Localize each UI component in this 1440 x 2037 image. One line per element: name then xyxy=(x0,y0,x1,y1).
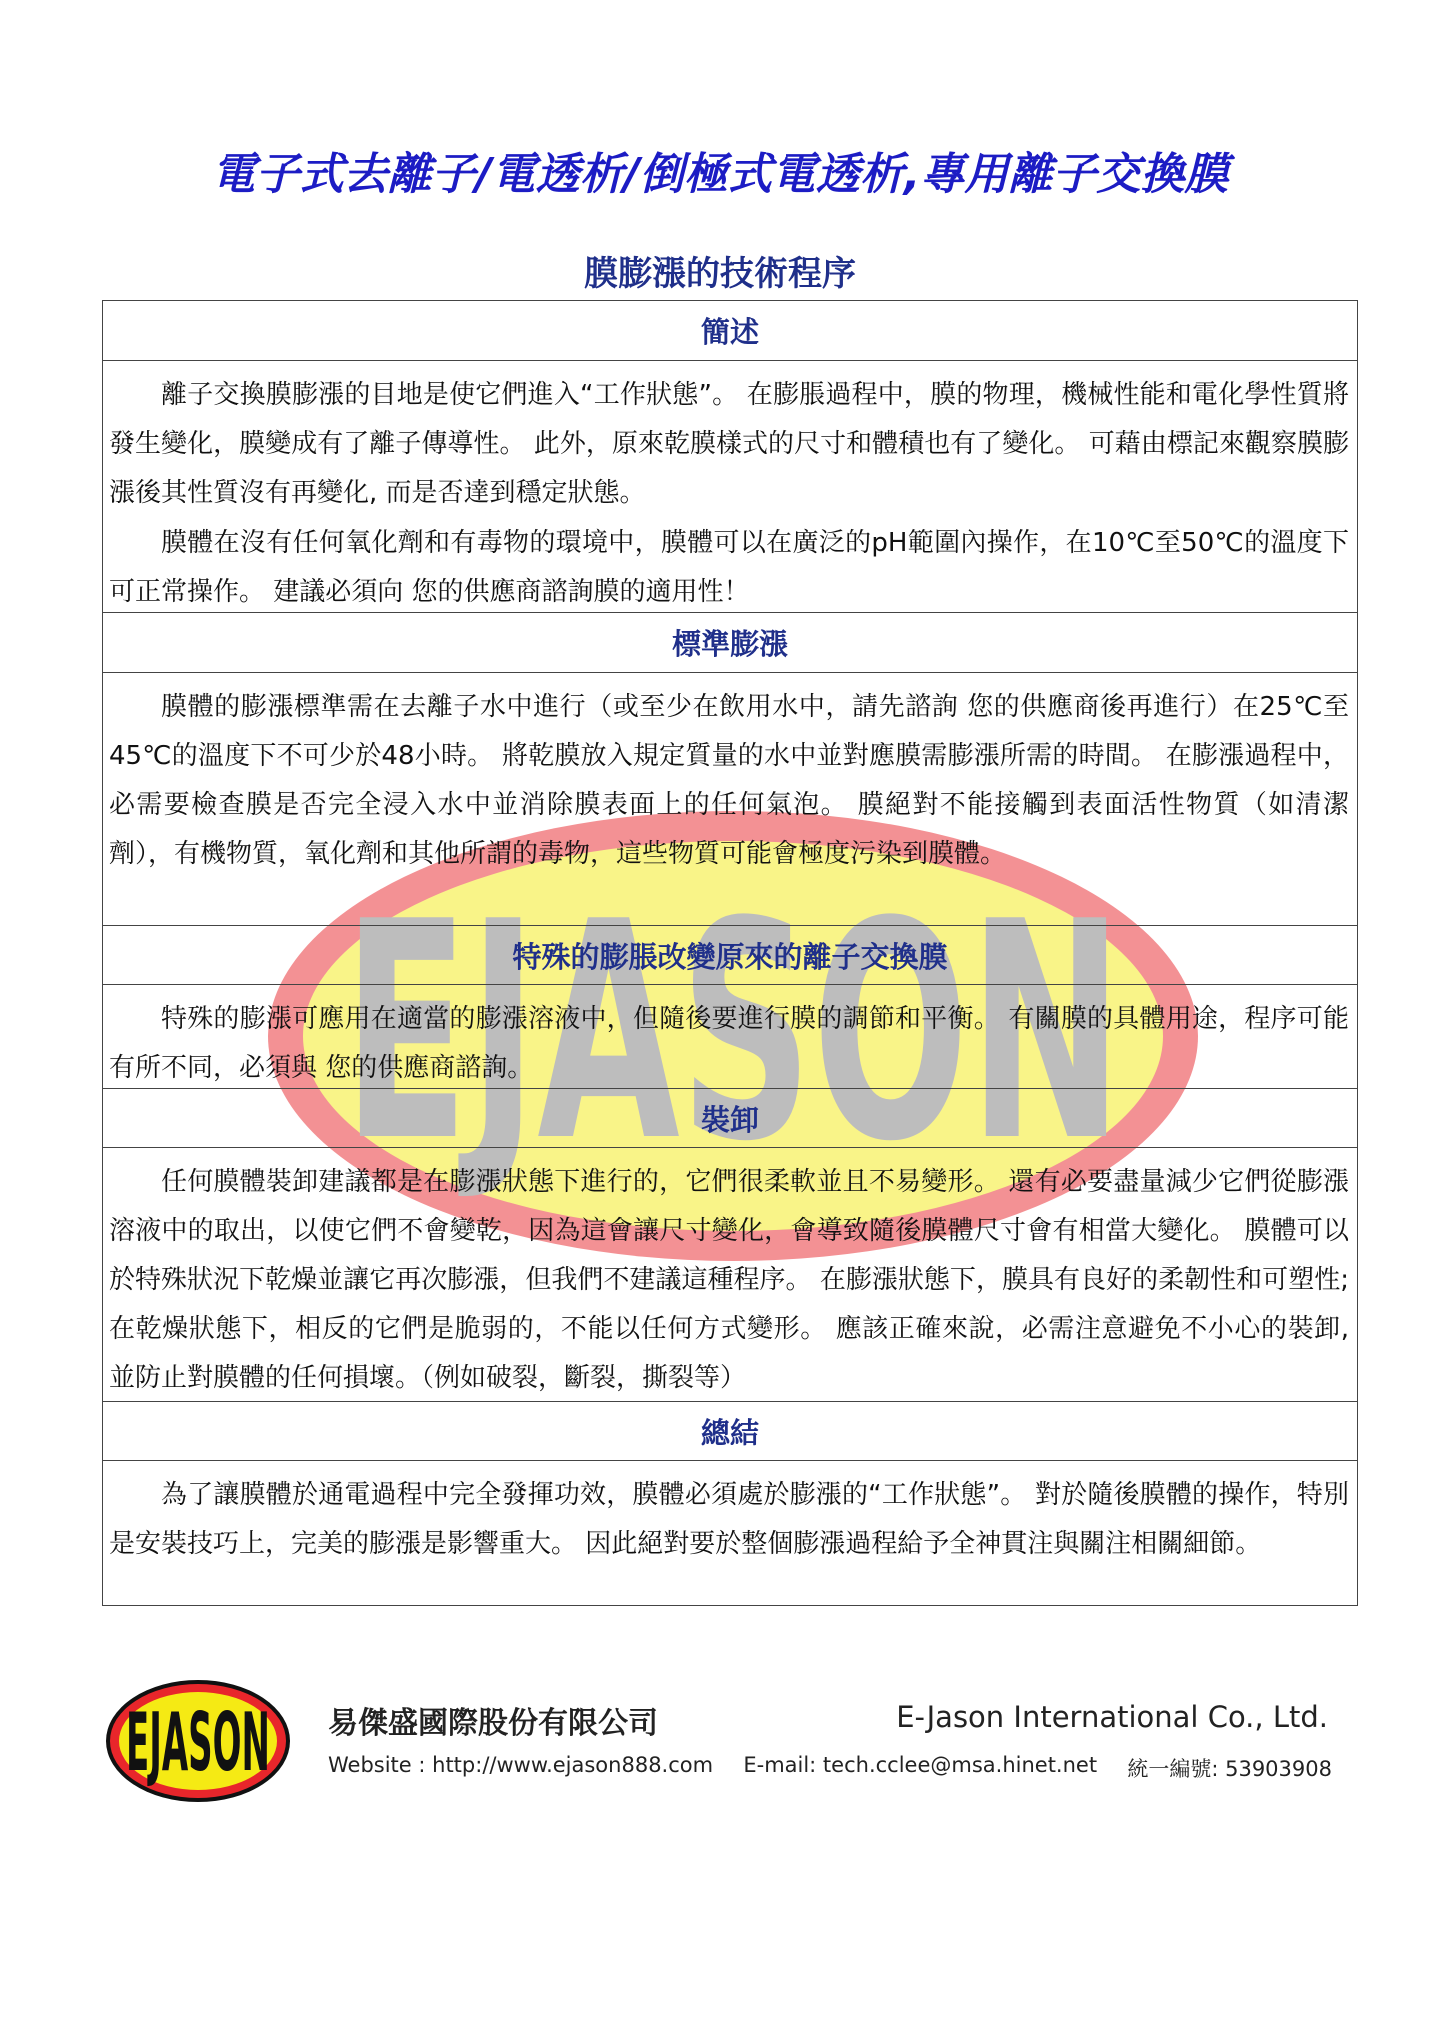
paragraph: 膜體在沒有任何氧化劑和有毒物的環境中，膜體可以在廣泛的pH範圍內操作，在10℃至50℃的溫度下可正常操作。 建議必須向 您的供應商諮詢膜的適用性！ xyxy=(109,528,1349,607)
watermark-logo-text: EJASON xyxy=(343,858,1123,1207)
paragraph: 任何膜體裝卸建議都是在膨漲狀態下進行的，它們很柔軟並且不易變形。 還有必要盡量減少它們從膨漲溶液中的取出，以使它們不會變乾，因為這會讓尺寸變化，會導致隨後膜體尺寸會有相當大變化。 膜體可以於特殊狀況下乾燥並讓它再次膨漲，但我們不建議這種程序。 在膨漲狀態下，膜具有良好的柔韌性和可塑性; 在乾燥狀態下，相反的它們是脆弱的，不能以任何方式變形。 應該正確來說，必需注意避免不小心的裝卸, 並防止對膜體的任何損壞。（例如破裂，斷裂，撕裂等） xyxy=(109,1167,1349,1393)
paragraph: 離子交換膜膨漲的目地是使它們進入“工作狀態”。 在膨脹過程中，膜的物理，機械性能和電化學性質將發生變化，膜變成有了離子傳導性。 此外，原來乾膜樣式的尺寸和體積也有了變化。 可藉由標記來觀察膜膨漲後其性質沒有再變化, 而是否達到穩定狀態。 xyxy=(109,380,1349,508)
content-table xyxy=(102,300,1358,1606)
contact-info xyxy=(328,1753,1332,1783)
section-body-overview xyxy=(103,361,1357,613)
document-title: 電子式去離子/電透析/倒極式電透析,專用離子交換膜 xyxy=(211,149,1229,200)
document-subtitle: 膜膨漲的技術程序 xyxy=(584,254,856,294)
website-link[interactable]: Website : http://www.ejason888.com xyxy=(328,1753,714,1777)
section-heading-handling: 裝卸 xyxy=(103,1089,1357,1148)
paragraph: 特殊的膨漲可應用在適當的膨漲溶液中，但隨後要進行膜的調節和平衡。 有關膜的具體用途，程序可能有所不同，必須與 您的供應商諮詢。 xyxy=(109,1004,1349,1083)
section-body-standard-swelling xyxy=(103,673,1357,926)
section-heading-overview: 簡述 xyxy=(103,301,1357,361)
section-heading-summary: 總結 xyxy=(103,1402,1357,1461)
email-link[interactable]: E-mail: tech.cclee@msa.hinet.net xyxy=(743,1753,1098,1777)
section-heading-special-swelling: 特殊的膨脹改變原來的離子交換膜 xyxy=(103,926,1357,985)
section-heading-standard-swelling: 標準膨漲 xyxy=(103,613,1357,673)
company-name-english: E-Jason International Co., Ltd. xyxy=(896,1700,1328,1734)
paragraph: 為了讓膜體於通電過程中完全發揮功效，膜體必須處於膨漲的“工作狀態”。 對於隨後膜體的操作，特別是安裝技巧上，完美的膨漲是影響重大。 因此絕對要於整個膨漲過程給予全神貫注與關注相關細節。 xyxy=(109,1480,1349,1559)
section-body-handling xyxy=(103,1148,1357,1402)
tax-id: 統一編號: 53903908 xyxy=(1127,1757,1332,1781)
paragraph: 膜體的膨漲標準需在去離子水中進行（或至少在飲用水中，請先諮詢 您的供應商後再進行）在25℃至45℃的溫度下不可少於48小時。 將乾膜放入規定質量的水中並對應膜需膨漲所需的時間。 在膨漲過程中，必需要檢查膜是否完全浸入水中並消除膜表面上的任何氣泡。 膜絕對不能接觸到表面活性物質（如清潔劑），有機物質，氧化劑和其他所謂的毒物，這些物質可能會極度污染到膜體。 xyxy=(109,692,1349,869)
company-name-chinese: 易傑盛國際股份有限公司 xyxy=(328,1706,658,1741)
section-body-summary xyxy=(103,1461,1357,1604)
company-logo-text: EJASON xyxy=(126,1696,270,1789)
company-logo xyxy=(104,1678,292,1804)
section-body-special-swelling xyxy=(103,985,1357,1089)
